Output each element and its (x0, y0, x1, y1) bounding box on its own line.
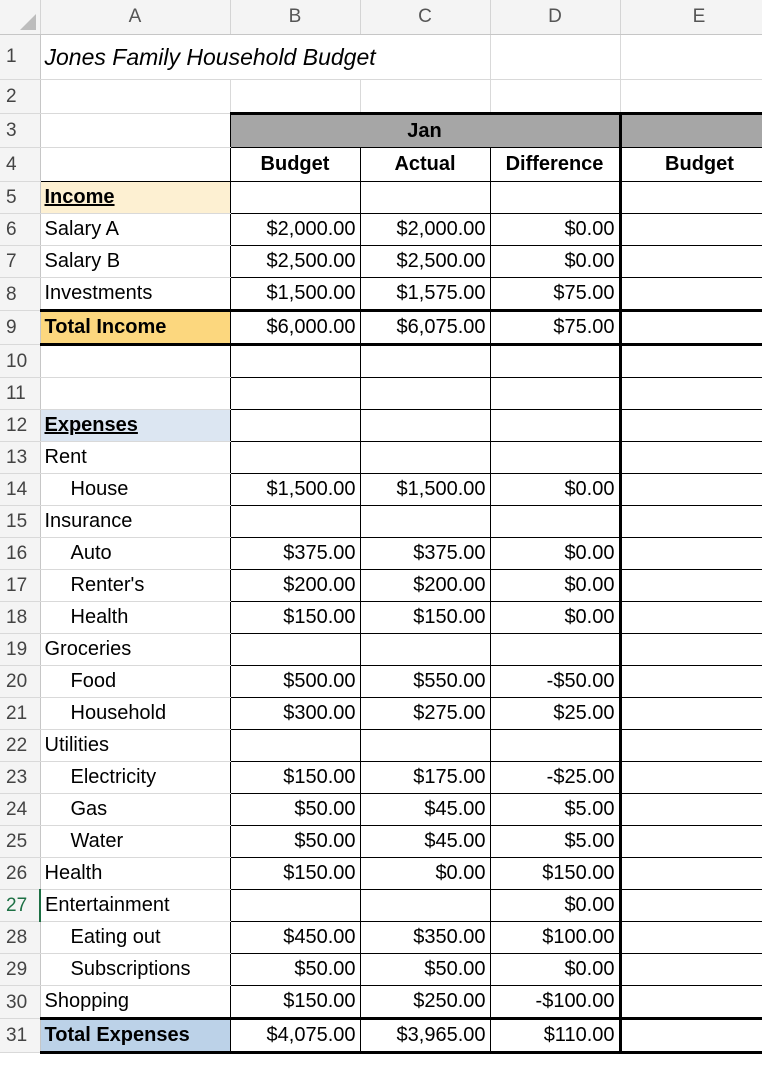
row-header[interactable]: 11 (0, 378, 40, 410)
actual-cell[interactable] (360, 890, 490, 922)
row-header[interactable]: 14 (0, 474, 40, 506)
next-budget-cell[interactable] (620, 278, 762, 311)
row-label[interactable]: Utilities (40, 730, 230, 762)
next-budget-cell[interactable] (620, 698, 762, 730)
total-income-difference[interactable]: $75.00 (490, 311, 620, 345)
row-header[interactable]: 21 (0, 698, 40, 730)
sheet-row (0, 442, 762, 474)
sheet-row (0, 1019, 762, 1053)
row-label[interactable]: Groceries (40, 634, 230, 666)
row-header[interactable]: 25 (0, 826, 40, 858)
sheet-row (0, 954, 762, 986)
difference-cell[interactable] (490, 410, 620, 442)
difference-cell[interactable]: $0.00 (490, 570, 620, 602)
budget-column-header[interactable]: Budget (230, 148, 360, 182)
cell[interactable] (40, 345, 230, 378)
sheet-row (0, 345, 762, 378)
column-header-c[interactable]: C (360, 0, 490, 35)
sheet-row (0, 246, 762, 278)
row-label[interactable]: Entertainment (40, 890, 230, 922)
budget-cell[interactable]: $1,500.00 (230, 278, 360, 311)
cell[interactable] (230, 182, 360, 214)
difference-cell[interactable] (490, 730, 620, 762)
next-budget-column-header[interactable]: Budget (620, 148, 762, 182)
actual-cell[interactable]: $250.00 (360, 986, 490, 1019)
actual-cell[interactable]: $1,500.00 (360, 474, 490, 506)
row-header[interactable]: 31 (0, 1019, 40, 1053)
next-budget-cell[interactable] (620, 730, 762, 762)
row-header[interactable]: 1 (0, 35, 40, 80)
next-budget-cell[interactable] (620, 954, 762, 986)
sheet-row (0, 602, 762, 634)
next-budget-cell[interactable] (620, 442, 762, 474)
column-header-row (0, 0, 762, 35)
budget-cell[interactable]: $375.00 (230, 538, 360, 570)
difference-cell[interactable] (490, 506, 620, 538)
budget-cell[interactable]: $450.00 (230, 922, 360, 954)
next-budget-cell[interactable] (620, 410, 762, 442)
row-header[interactable]: 27 (0, 890, 40, 922)
row-label[interactable]: Electricity (40, 762, 230, 794)
next-budget-cell[interactable] (620, 602, 762, 634)
sheet-row (0, 378, 762, 410)
budget-cell[interactable]: $1,500.00 (230, 474, 360, 506)
sheet-row (0, 278, 762, 311)
next-budget-cell[interactable] (620, 666, 762, 698)
total-income-budget[interactable]: $6,000.00 (230, 311, 360, 345)
next-budget-cell[interactable] (620, 570, 762, 602)
difference-cell[interactable]: $100.00 (490, 922, 620, 954)
difference-cell[interactable]: $0.00 (490, 538, 620, 570)
row-label[interactable]: Salary B (40, 246, 230, 278)
difference-cell[interactable] (490, 442, 620, 474)
sheet-row (0, 35, 762, 80)
actual-cell[interactable] (360, 730, 490, 762)
row-label[interactable]: House (40, 474, 230, 506)
cell[interactable] (490, 35, 620, 80)
row-label[interactable]: Rent (40, 442, 230, 474)
difference-cell[interactable]: $0.00 (490, 890, 620, 922)
column-header-a[interactable]: A (40, 0, 230, 35)
next-budget-cell[interactable] (620, 378, 762, 410)
actual-cell[interactable] (360, 378, 490, 410)
budget-cell[interactable]: $150.00 (230, 602, 360, 634)
row-label[interactable]: Subscriptions (40, 954, 230, 986)
difference-cell[interactable]: $5.00 (490, 794, 620, 826)
row-label[interactable]: Food (40, 666, 230, 698)
row-header[interactable]: 17 (0, 570, 40, 602)
next-budget-cell[interactable] (620, 922, 762, 954)
column-header-d[interactable]: D (490, 0, 620, 35)
next-budget-cell[interactable] (620, 794, 762, 826)
sheet-row (0, 114, 762, 148)
actual-cell[interactable]: $50.00 (360, 954, 490, 986)
budget-cell[interactable] (230, 506, 360, 538)
sheet-row (0, 506, 762, 538)
difference-cell[interactable]: -$100.00 (490, 986, 620, 1019)
sheet-row (0, 890, 762, 922)
actual-cell[interactable]: $45.00 (360, 794, 490, 826)
budget-cell[interactable] (230, 410, 360, 442)
row-header[interactable]: 19 (0, 634, 40, 666)
row-header[interactable]: 24 (0, 794, 40, 826)
sheet-row (0, 80, 762, 114)
budget-cell[interactable]: $2,000.00 (230, 214, 360, 246)
cell[interactable] (620, 35, 762, 80)
budget-cell[interactable]: $150.00 (230, 986, 360, 1019)
difference-cell[interactable]: -$50.00 (490, 666, 620, 698)
sheet-row (0, 698, 762, 730)
cell[interactable] (40, 148, 230, 182)
next-budget-cell[interactable] (620, 986, 762, 1019)
budget-cell[interactable] (230, 890, 360, 922)
cell[interactable] (490, 182, 620, 214)
actual-cell[interactable]: $200.00 (360, 570, 490, 602)
sheet-row (0, 794, 762, 826)
difference-cell[interactable]: $150.00 (490, 858, 620, 890)
actual-cell[interactable]: $45.00 (360, 826, 490, 858)
cell[interactable] (40, 80, 230, 114)
row-header[interactable]: 26 (0, 858, 40, 890)
expenses-section-header[interactable]: Expenses (40, 410, 230, 442)
row-label[interactable]: Health (40, 602, 230, 634)
difference-cell[interactable]: $0.00 (490, 474, 620, 506)
row-label[interactable]: Auto (40, 538, 230, 570)
budget-cell[interactable]: $50.00 (230, 954, 360, 986)
difference-cell[interactable]: $5.00 (490, 826, 620, 858)
row-label[interactable]: Health (40, 858, 230, 890)
row-header[interactable]: 8 (0, 278, 40, 311)
column-header-b[interactable]: B (230, 0, 360, 35)
row-header[interactable]: 3 (0, 114, 40, 148)
row-label[interactable]: Salary A (40, 214, 230, 246)
actual-cell[interactable]: $550.00 (360, 666, 490, 698)
actual-cell[interactable] (360, 442, 490, 474)
budget-cell[interactable]: $150.00 (230, 762, 360, 794)
total-income-actual[interactable]: $6,075.00 (360, 311, 490, 345)
sheet-row (0, 666, 762, 698)
budget-cell[interactable]: $200.00 (230, 570, 360, 602)
row-header[interactable]: 6 (0, 214, 40, 246)
row-header[interactable]: 18 (0, 602, 40, 634)
row-header[interactable]: 23 (0, 762, 40, 794)
next-budget-cell[interactable] (620, 538, 762, 570)
row-label[interactable]: Investments (40, 278, 230, 311)
sheet-row (0, 214, 762, 246)
actual-cell[interactable]: $275.00 (360, 698, 490, 730)
row-header[interactable]: 20 (0, 666, 40, 698)
difference-cell[interactable]: -$25.00 (490, 762, 620, 794)
row-header[interactable]: 4 (0, 148, 40, 182)
difference-cell[interactable]: $0.00 (490, 246, 620, 278)
total-expenses-budget[interactable]: $4,075.00 (230, 1019, 360, 1053)
next-budget-cell[interactable] (620, 858, 762, 890)
difference-column-header[interactable]: Difference (490, 148, 620, 182)
next-budget-cell[interactable] (620, 246, 762, 278)
cell[interactable] (360, 80, 490, 114)
sheet-row (0, 570, 762, 602)
sheet-row (0, 730, 762, 762)
sheet-row (0, 182, 762, 214)
budget-cell[interactable] (230, 634, 360, 666)
difference-cell[interactable]: $0.00 (490, 214, 620, 246)
row-header[interactable]: 12 (0, 410, 40, 442)
budget-cell[interactable] (230, 730, 360, 762)
sheet-row (0, 311, 762, 345)
budget-cell[interactable]: $300.00 (230, 698, 360, 730)
difference-cell[interactable]: $0.00 (490, 954, 620, 986)
actual-column-header[interactable]: Actual (360, 148, 490, 182)
actual-cell[interactable] (360, 634, 490, 666)
row-header[interactable]: 2 (0, 80, 40, 114)
difference-cell[interactable] (490, 634, 620, 666)
difference-cell[interactable]: $0.00 (490, 602, 620, 634)
row-label[interactable]: Water (40, 826, 230, 858)
row-label[interactable]: Eating out (40, 922, 230, 954)
select-all-corner[interactable] (0, 0, 40, 35)
sheet-row (0, 474, 762, 506)
sheet-row (0, 826, 762, 858)
row-header[interactable]: 13 (0, 442, 40, 474)
next-budget-cell[interactable] (620, 345, 762, 378)
difference-cell[interactable]: $25.00 (490, 698, 620, 730)
sheet-row (0, 410, 762, 442)
row-label[interactable]: Gas (40, 794, 230, 826)
next-budget-cell[interactable] (620, 1019, 762, 1053)
row-header[interactable]: 22 (0, 730, 40, 762)
actual-cell[interactable]: $375.00 (360, 538, 490, 570)
row-header[interactable]: 15 (0, 506, 40, 538)
next-budget-cell[interactable] (620, 762, 762, 794)
cell[interactable] (40, 114, 230, 148)
difference-cell[interactable]: $75.00 (490, 278, 620, 311)
cell[interactable] (620, 182, 762, 214)
next-budget-cell[interactable] (620, 506, 762, 538)
row-label[interactable]: Insurance (40, 506, 230, 538)
next-budget-cell[interactable] (620, 890, 762, 922)
difference-cell[interactable] (490, 378, 620, 410)
row-header[interactable]: 28 (0, 922, 40, 954)
budget-cell[interactable]: $50.00 (230, 826, 360, 858)
month-header[interactable]: Jan (230, 114, 620, 148)
row-label[interactable]: Renter's (40, 570, 230, 602)
row-header[interactable]: 7 (0, 246, 40, 278)
row-header[interactable]: 10 (0, 345, 40, 378)
cell[interactable] (620, 80, 762, 114)
budget-cell[interactable]: $2,500.00 (230, 246, 360, 278)
cell[interactable] (490, 80, 620, 114)
income-section-header[interactable]: Income (40, 182, 230, 214)
difference-cell[interactable] (490, 345, 620, 378)
cell[interactable] (360, 182, 490, 214)
sheet-row (0, 148, 762, 182)
cell[interactable] (40, 378, 230, 410)
row-header[interactable]: 9 (0, 311, 40, 345)
sheet-row (0, 986, 762, 1019)
actual-cell[interactable] (360, 506, 490, 538)
budget-cell[interactable] (230, 442, 360, 474)
sheet-row (0, 858, 762, 890)
actual-cell[interactable]: $0.00 (360, 858, 490, 890)
budget-cell[interactable] (230, 378, 360, 410)
next-budget-cell[interactable] (620, 826, 762, 858)
actual-cell[interactable]: $350.00 (360, 922, 490, 954)
row-label[interactable]: Household (40, 698, 230, 730)
actual-cell[interactable]: $1,575.00 (360, 278, 490, 311)
budget-title[interactable]: Jones Family Household Budget (40, 35, 490, 80)
total-income-label[interactable]: Total Income (40, 311, 230, 345)
total-expenses-label[interactable]: Total Expenses (40, 1019, 230, 1053)
row-header[interactable]: 29 (0, 954, 40, 986)
actual-cell[interactable]: $175.00 (360, 762, 490, 794)
total-expenses-difference[interactable]: $110.00 (490, 1019, 620, 1053)
budget-cell[interactable]: $500.00 (230, 666, 360, 698)
actual-cell[interactable] (360, 345, 490, 378)
actual-cell[interactable]: $2,500.00 (360, 246, 490, 278)
actual-cell[interactable] (360, 410, 490, 442)
next-budget-cell[interactable] (620, 311, 762, 345)
sheet-row (0, 762, 762, 794)
budget-cell[interactable]: $150.00 (230, 858, 360, 890)
row-header[interactable]: 5 (0, 182, 40, 214)
sheet-row (0, 538, 762, 570)
actual-cell[interactable]: $150.00 (360, 602, 490, 634)
next-month-header[interactable] (620, 114, 762, 148)
budget-cell[interactable]: $50.00 (230, 794, 360, 826)
row-label[interactable]: Shopping (40, 986, 230, 1019)
sheet-row (0, 922, 762, 954)
row-header[interactable]: 30 (0, 986, 40, 1019)
budget-cell[interactable] (230, 345, 360, 378)
next-budget-cell[interactable] (620, 634, 762, 666)
next-budget-cell[interactable] (620, 474, 762, 506)
column-header-e[interactable]: E (620, 0, 762, 35)
total-expenses-actual[interactable]: $3,965.00 (360, 1019, 490, 1053)
actual-cell[interactable]: $2,000.00 (360, 214, 490, 246)
next-budget-cell[interactable] (620, 214, 762, 246)
row-header[interactable]: 16 (0, 538, 40, 570)
cell[interactable] (230, 80, 360, 114)
sheet-row (0, 634, 762, 666)
